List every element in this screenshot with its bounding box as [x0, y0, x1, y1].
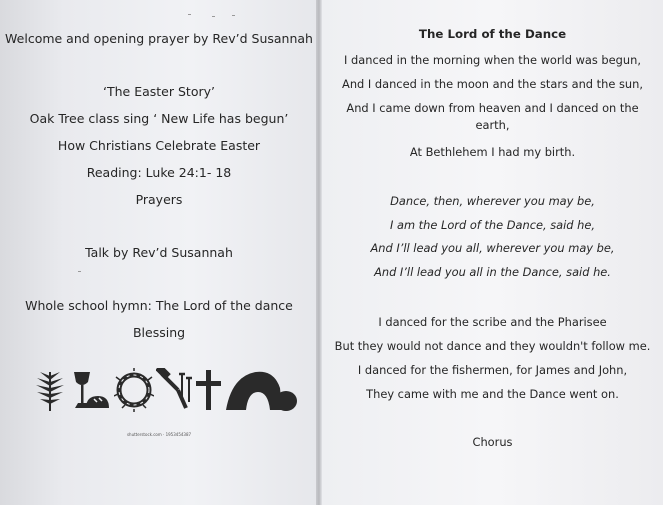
palm-leaf-icon: [34, 368, 66, 412]
reading-line: Reading: Luke 24:1- 18: [86, 165, 232, 180]
how-christians-line: How Christians Celebrate Easter: [57, 138, 261, 153]
paper-speck: [212, 16, 215, 17]
oak-tree-line: Oak Tree class sing ‘ New Life has begun’: [29, 111, 289, 126]
image-credit: shutterstock.com · 1953454387: [126, 432, 192, 437]
cross-icon: [194, 368, 224, 412]
verse1-line-4: At Bethlehem I had my birth.: [409, 145, 576, 159]
chorus-line-3: And I’ll lead you all, wherever you may be,: [370, 241, 615, 255]
right-page: [322, 0, 663, 505]
verse2-line-1: I danced for the scribe and the Pharisee: [378, 315, 607, 329]
easter-icons-row: [34, 368, 304, 414]
empty-tomb-icon: [226, 368, 298, 412]
paper-speck: [232, 15, 235, 16]
verse1-line-1: I danced in the morning when the world was begun,: [344, 53, 641, 67]
chorus-line-2: I am the Lord of the Dance, said he,: [389, 218, 595, 232]
paper-speck: [78, 271, 81, 272]
blessing-line: Blessing: [132, 325, 186, 340]
chalice-bread-icon: [72, 368, 110, 412]
hammer-nails-icon: [156, 368, 194, 412]
verse1-line-2: And I danced in the moon and the stars and the sun,: [342, 77, 643, 91]
left-page: [0, 0, 318, 505]
easter-story-heading: ‘The Easter Story’: [103, 84, 215, 99]
paper-speck: [188, 14, 191, 15]
welcome-line: Welcome and opening prayer by Rev’d Susannah: [5, 31, 313, 46]
verse2-line-4: They came with me and the Dance went on.: [366, 387, 619, 401]
crown-of-thorns-icon: [114, 368, 154, 412]
hymn-title: The Lord of the Dance: [418, 27, 567, 41]
chorus-line-1: Dance, then, wherever you may be,: [390, 194, 595, 208]
talk-line: Talk by Rev’d Susannah: [85, 245, 233, 260]
hymn-line: Whole school hymn: The Lord of the dance: [25, 298, 293, 313]
verse2-line-2: But they would not dance and they wouldn't follow me.: [334, 339, 651, 353]
chorus-line-4: And I’ll lead you all in the Dance, said he.: [374, 265, 611, 279]
prayers-line: Prayers: [135, 192, 183, 207]
verse2-line-3: I danced for the fishermen, for James and John,: [357, 363, 628, 377]
verse1-line-3: And I came down from heaven and I danced on the earth,: [346, 101, 639, 132]
chorus-label: Chorus: [472, 435, 513, 449]
